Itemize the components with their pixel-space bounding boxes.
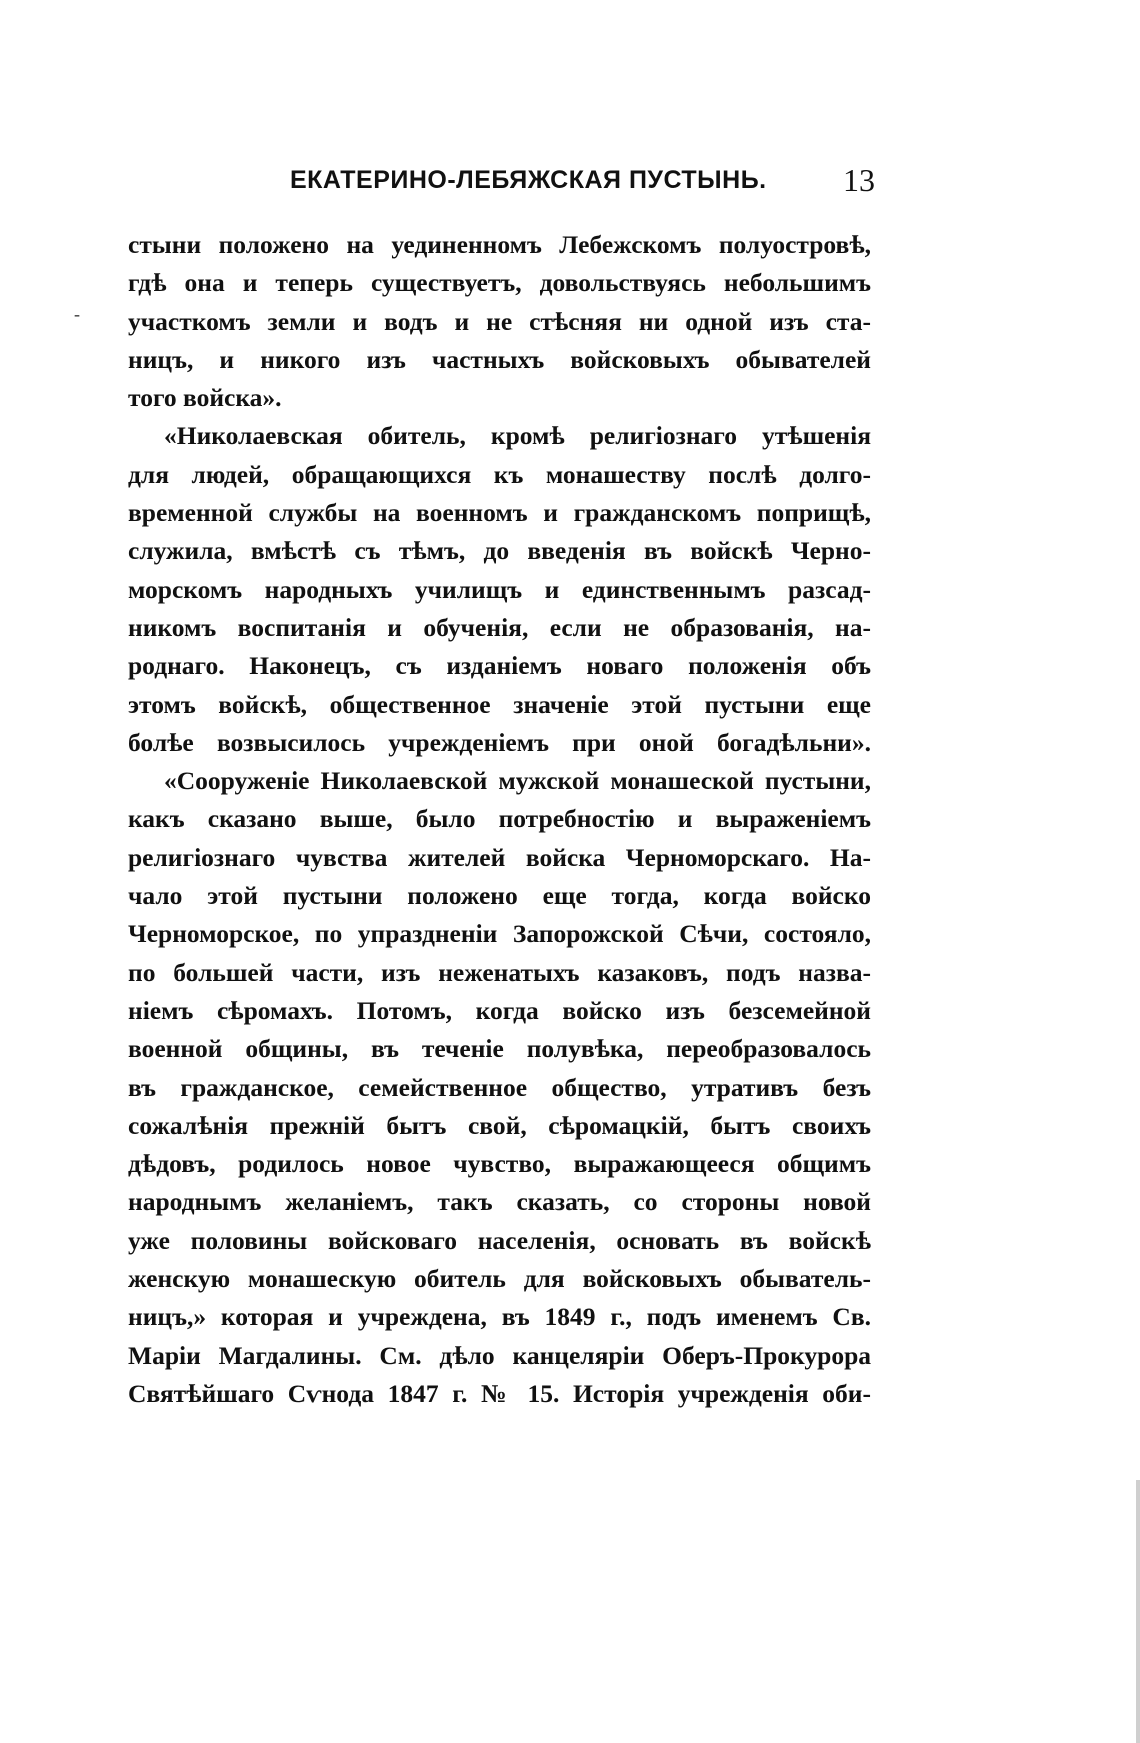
scan-edge: [1136, 1480, 1140, 1743]
text-line: по большей части, изъ неженатыхъ казаковъ, подъ назва-: [128, 957, 871, 987]
text-line: народнымъ желаніемъ, такъ сказать, со стороны новой: [128, 1187, 871, 1217]
text-line: участкомъ земли и водъ и не стѣсняя ни одной изъ ста-: [128, 306, 871, 336]
text-line: этомъ войскѣ, общественное значеніе этой пустыни еще: [128, 689, 871, 719]
text-line: Святѣйшаго Сѵнода 1847 г. № 15. Исторія учрежденія оби-: [128, 1378, 871, 1408]
body-text: [128, 226, 871, 1413]
text-line: уже половины войсковаго населенія, основать въ войскѣ: [128, 1225, 871, 1255]
text-line: стыни положено на уединенномъ Лебежскомъ полуостровѣ,: [128, 230, 871, 259]
text-line: «Сооруженіе Николаевской мужской монашеской пустыни,: [164, 766, 871, 796]
text-line: въ гражданское, семейственное общество, утративъ безъ: [128, 1072, 871, 1102]
text-line: религіознаго чувства жителей войска Черноморскаго. На-: [128, 842, 871, 872]
page-number: 13: [843, 162, 875, 198]
text-line: временной службы на военномъ и гражданскомъ поприщѣ,: [128, 498, 871, 528]
text-line: женскую монашескую обитель для войсковыхъ обыватель-: [128, 1264, 871, 1294]
text-line: того войска».: [128, 383, 282, 413]
text-line: болѣе возвысилось учрежденіемъ при оной богадѣльни».: [128, 727, 871, 757]
text-line: ницъ,» которая и учреждена, въ 1849 г., подъ именемъ Св.: [128, 1302, 871, 1332]
text-line: сожалѣнія прежній бытъ свой, сѣромацкій, бытъ своихъ: [128, 1110, 871, 1140]
text-line: чало этой пустыни положено еще тогда, когда войско: [128, 881, 871, 911]
text-line: служила, вмѣстѣ съ тѣмъ, до введенія въ войскѣ Черно-: [128, 536, 871, 566]
page-header: [290, 162, 875, 202]
text-line: никомъ воспитанія и обученія, если не образованія, на-: [128, 612, 871, 642]
text-line: «Николаевская обитель, кромѣ религіознаго утѣшенія: [164, 421, 871, 451]
text-line: гдѣ она и теперь существуетъ, довольствуясь небольшимъ: [128, 268, 871, 298]
text-line: Черноморское, по упраздненіи Запорожской Сѣчи, состояло,: [128, 919, 871, 949]
running-title: ЕКАТЕРИНО-ЛЕБЯЖСКАЯ ПУСТЫНЬ.: [290, 166, 767, 194]
text-line: для людей, обращающихся къ монашеству послѣ долго-: [128, 459, 871, 489]
text-line: Маріи Магдалины. См. дѣло канцеляріи Оберъ-Прокурора: [128, 1340, 871, 1370]
text-line: военной общины, въ теченіе полувѣка, переобразовалось: [128, 1034, 871, 1064]
margin-mark: -: [74, 304, 80, 324]
text-line: дѣдовъ, родилось новое чувство, выражающееся общимъ: [128, 1149, 871, 1179]
text-line: роднаго. Наконецъ, съ изданіемъ новаго положенія объ: [128, 651, 871, 681]
text-line: ніемъ сѣромахъ. Потомъ, когда войско изъ безсемейной: [128, 995, 871, 1025]
text-line: ницъ, и никого изъ частныхъ войсковыхъ обывателей: [128, 344, 871, 374]
text-line: какъ сказано выше, было потребностію и выраженіемъ: [128, 804, 871, 834]
text-line: морскомъ народныхъ училищъ и единственнымъ разсад-: [128, 574, 871, 604]
